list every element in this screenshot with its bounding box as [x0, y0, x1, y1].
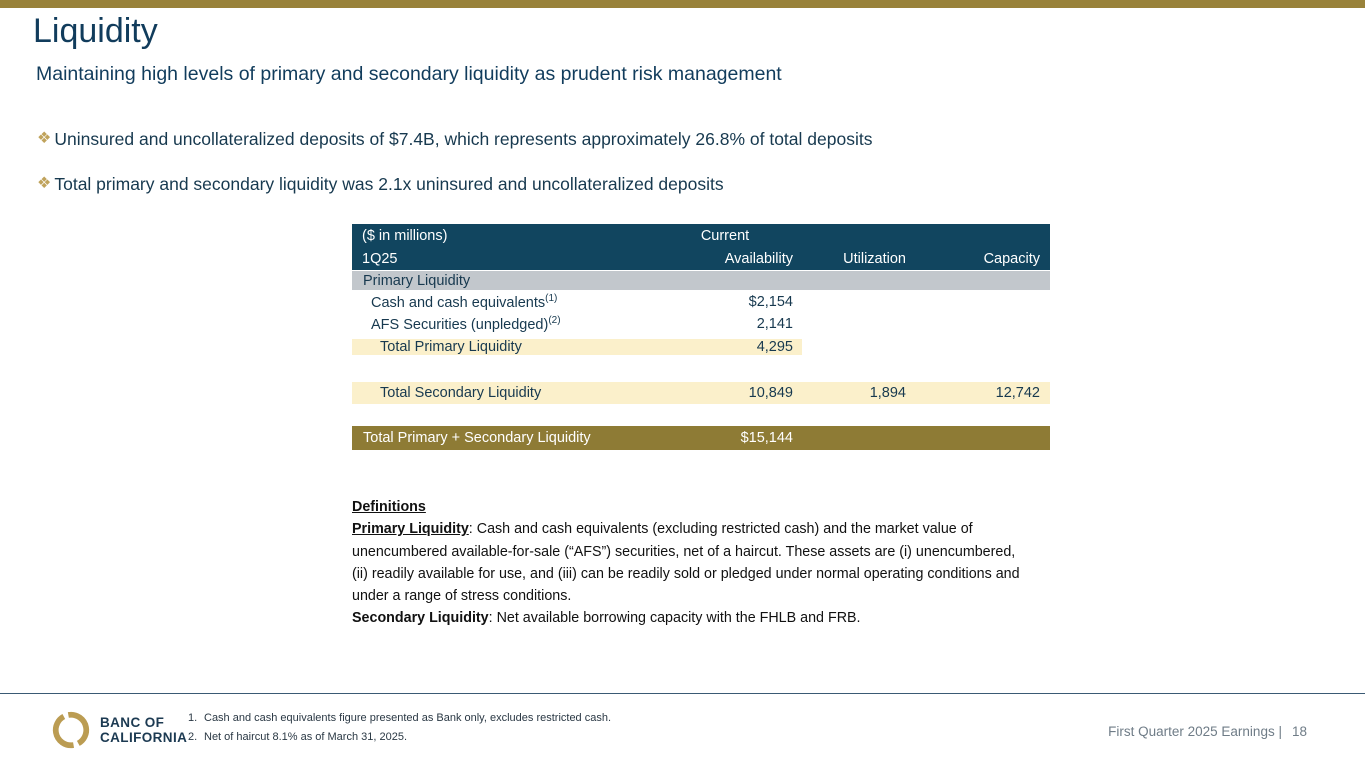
- row-label: Total Primary + Secondary Liquidity: [363, 430, 591, 446]
- footnotes: [188, 712, 611, 750]
- header-availability: Availability: [724, 250, 793, 267]
- list-item: [37, 173, 1237, 195]
- footer-divider: [0, 693, 1365, 694]
- row-label: AFS Securities (unpledged)$^{(2)}$: [371, 315, 561, 333]
- row-capacity: 12,742: [995, 385, 1040, 401]
- definitions-block: [352, 496, 1028, 630]
- section-row-primary-liquidity: [352, 270, 1050, 291]
- row-utilization: 1,894: [869, 385, 906, 401]
- table-row: [352, 313, 1050, 335]
- bullet-text: Uninsured and uncollateralized deposits of $7.4B, which represents approximately 26.8% of total deposits: [54, 129, 873, 149]
- total-primary-row: [352, 335, 1050, 358]
- table-header-row: [352, 247, 1050, 270]
- definition-term: Primary Liquidity: [352, 521, 469, 538]
- definition-term: Secondary Liquidity: [352, 610, 489, 627]
- footnote-1: 1. Cash and cash equivalents figure presented as Bank only, excludes restricted cash.: [188, 712, 612, 724]
- header-units: ($ in millions): [362, 227, 448, 244]
- bullet-text: Total primary and secondary liquidity was 2.1x uninsured and uncollateralized deposits: [54, 174, 724, 194]
- row-availability: $2,154: [748, 294, 793, 310]
- deck-title: First Quarter 2025 Earnings |: [1108, 724, 1282, 739]
- table-header-row: [352, 224, 1050, 247]
- bullet-list: [37, 128, 1237, 218]
- row-label: Total Primary Liquidity: [352, 339, 662, 355]
- top-accent-bar: [0, 0, 1365, 8]
- header-period: 1Q25: [362, 250, 398, 267]
- row-availability: $15,144: [740, 430, 793, 446]
- section-label: Primary Liquidity: [363, 272, 471, 289]
- liquidity-table: [352, 224, 1050, 450]
- grand-total-row: [352, 426, 1050, 450]
- row-label: Cash and cash equivalents$^{(1)}$: [371, 293, 558, 311]
- diamond-bullet-icon: ❖: [37, 175, 52, 192]
- diamond-bullet-icon: ❖: [37, 130, 52, 147]
- total-secondary-row: [352, 382, 1050, 404]
- logo-wordmark: BANC OF CALIFORNIA: [100, 715, 188, 745]
- row-label: Total Secondary Liquidity: [380, 385, 542, 401]
- footnote-2: 2. Net of haircut 8.1% as of March 31, 2025.: [188, 731, 408, 743]
- list-item: [37, 128, 1237, 150]
- banc-of-california-logo: [50, 709, 187, 751]
- table-spacer: [352, 358, 1050, 382]
- footnote-ref: (2): [548, 315, 561, 326]
- row-availability: 10,849: [748, 385, 793, 401]
- secondary-liquidity-definition: Secondary Liquidity: Net available borrowing capacity with the FHLB and FRB.: [352, 610, 861, 627]
- header-current: Current: [700, 227, 750, 244]
- table-header: [352, 224, 1050, 270]
- footnote-ref: (1): [545, 293, 558, 304]
- logo-ring-icon: [50, 709, 92, 751]
- row-availability: 4,295: [662, 339, 802, 355]
- page-title: Liquidity: [33, 12, 158, 50]
- header-utilization: Utilization: [843, 250, 906, 267]
- definitions-heading: Definitions: [352, 499, 426, 515]
- page-footer-label: [1108, 724, 1307, 739]
- row-availability: 2,141: [756, 316, 793, 332]
- page-subtitle: Maintaining high levels of primary and secondary liquidity as prudent risk management: [36, 63, 782, 85]
- table-row: [352, 291, 1050, 313]
- header-capacity: Capacity: [983, 250, 1040, 267]
- primary-liquidity-definition: Primary Liquidity: Cash and cash equivalents (excluding restricted cash) and the market value of unencumbered available-for-sale (“AFS”) securities, net of a haircut. These assets are (i) unencumbered, (ii) readily available for use, and (iii) can be readily sold or pledged under normal operating conditions and under a range of stress conditions.: [352, 521, 1020, 605]
- table-spacer: [352, 404, 1050, 426]
- page-number: 18: [1291, 724, 1307, 739]
